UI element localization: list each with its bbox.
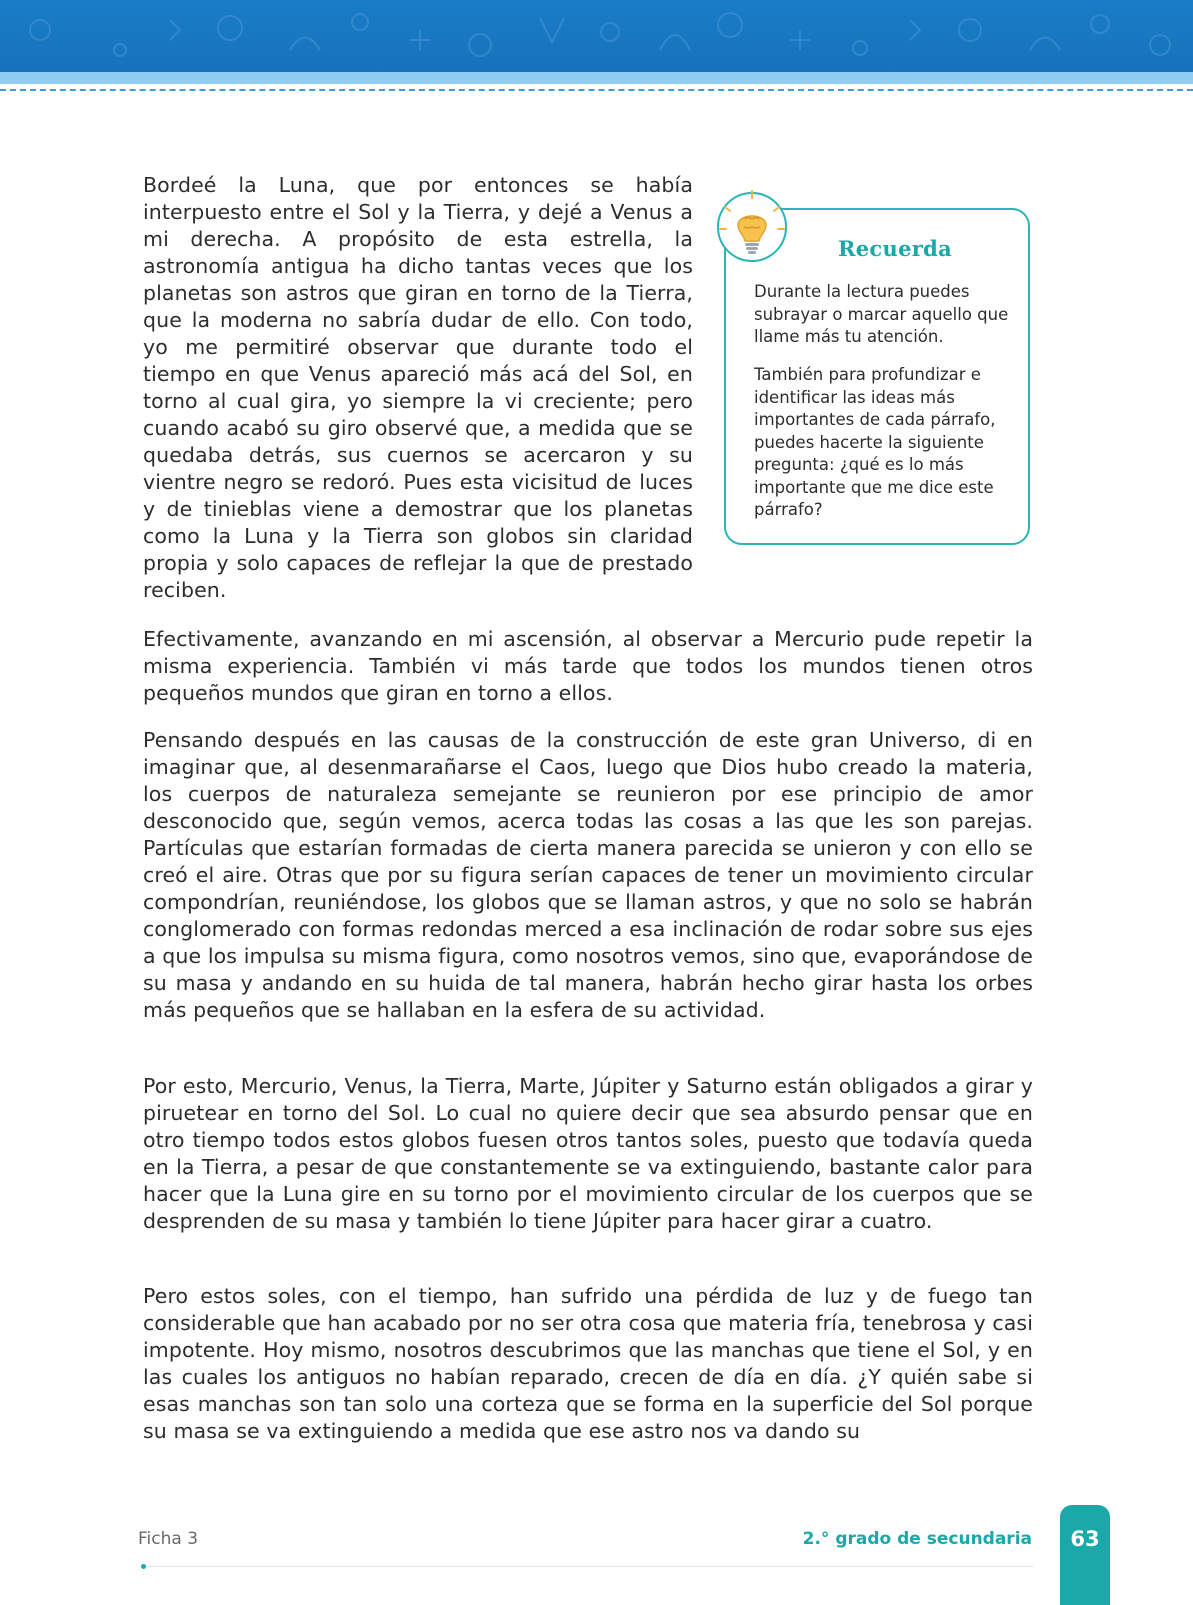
page-number: 63 [1070, 1527, 1100, 1551]
recuerda-text-1: Durante la lectura puedes subrayar o marcar aquello que llame más tu atención. [754, 282, 1009, 346]
header-doodle-pattern [0, 0, 1193, 72]
paragraph-4: Por esto, Mercurio, Venus, la Tierra, Marte, Júpiter y Saturno están obligados a girar y piruetear en torno del Sol. Lo cual no quiere decir que sea absurdo pensar que en otro tiempo todos estos globos fuesen otros tantos soles, puesto que todavía queda en la Tierra, a pesar de que constantemente se va extinguiendo, bastante calor para hacer que la Luna gire en su torno por el movimiento circular de los cuerpos que se desprenden de su masa y también lo tiene Júpiter para hacer girar a cuatro. [143, 1074, 1033, 1233]
header-dashed-line [0, 89, 1193, 91]
paragraph-3: Pensando después en las causas de la construcción de este gran Universo, di en imaginar que, al desenmarañarse el Caos, luego que Dios hubo creado la materia, los cuerpos de naturaleza semejante se reunieron por ese principio de amor desconocido que, según vemos, acerca todas las cosas a las que les son parejas. Partículas que estarían formadas de cierta manera parecida se unieron y con ello se creó el aire. Otras que por su figura serían capaces de tener un movimiento circular compondrían, reuniéndose, los globos que se llaman astros, y que no solo se habrán conglomerado con formas redondas merced a esa inclinación de rodar sobre sus ejes a que los impulsa su misma figura, como nosotros vemos, sino que, evaporándose de su masa y andando en su huida de tal manera, habrán hecho girar hasta los orbes más pequeños que se hallaban en la esfera de su actividad. [143, 728, 1033, 1022]
page-number-tab [1060, 1505, 1110, 1605]
recuerda-title: Recuerda [838, 236, 952, 261]
footer-divider [143, 1566, 1033, 1567]
lightbulb-brain-icon [712, 187, 792, 267]
footer-ficha-label: Ficha 3 [138, 1529, 199, 1549]
paragraph-2: Efectivamente, avanzando en mi ascensión, al observar a Mercurio pude repetir la misma experiencia. También vi más tarde que todos los mundos tienen otros pequeños mundos que giran en torno a ellos. [143, 627, 1033, 705]
header-band [0, 0, 1193, 72]
footer-grade-label: 2.° grado de secundaria [802, 1529, 1032, 1549]
footer-dot [141, 1564, 146, 1569]
paragraph-5: Pero estos soles, con el tiempo, han sufrido una pérdida de luz y de fuego tan considerable que han acabado por no ser otra cosa que materia fría, tenebrosa y casi impotente. Hoy mismo, nosotros descubrimos que las manchas que tiene el Sol, y en las cuales los antiguos no habían reparado, crecen de día en día. ¿Y quién sabe si esas manchas son tan solo una corteza que se forma en la superficie del Sol porque su masa se va extinguiendo a medida que ese astro nos va dando su [143, 1284, 1033, 1443]
paragraph-1: Bordeé la Luna, que por entonces se había interpuesto entre el Sol y la Tierra, y dejé a Venus a mi derecha. A propósito de esta estrella, la astronomía antigua ha dicho tantas veces que los planetas son astros que giran en torno de la Tierra, que la moderna no sabría dudar de ello. Con todo, yo me permitiré observar que durante todo el tiempo en que Venus apareció más acá del Sol, en torno al cual gira, yo siempre la vi creciente; pero cuando acabó su giro observé que, a medida que se quedaba detrás, sus cuernos se acercaron y su vientre negro se redoró. Pues esta vicisitud de luces y de tinieblas viene a demostrar que los planetas como la Luna y la Tierra son globos sin claridad propia y solo capaces de reflejar la que de prestado reciben. [143, 173, 693, 602]
recuerda-text-2: También para profundizar e identificar las ideas más importantes de cada párrafo, puedes hacerte la siguiente pregunta: ¿qué es lo más importante que me dice este párrafo? [754, 365, 996, 519]
header-stripe [0, 72, 1193, 84]
